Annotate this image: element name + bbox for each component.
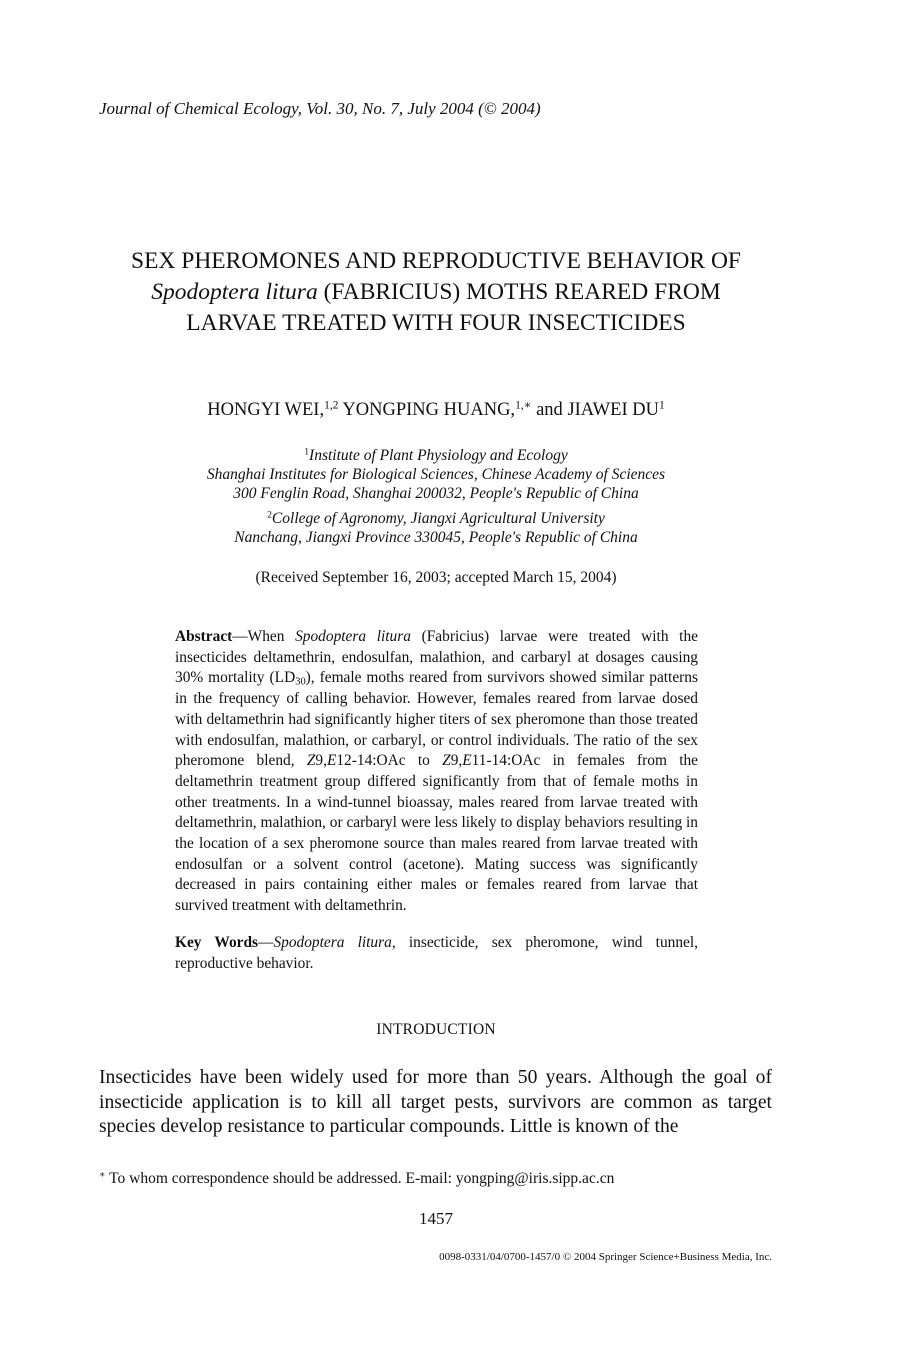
author-2-affil: 1,∗: [515, 399, 532, 412]
abstract-text-2: ), female moths reared from survivors showed similar patterns in the frequency of calling behavior. However, females reared from larvae dosed with deltamethrin had significantly higher titers of sex pheromone than those treated with endosulfan, malathion, or carbaryl, or control individuals. The ratio of the sex pheromone blend,: [175, 669, 698, 770]
title-line-2: [60, 277, 812, 308]
abstract-c1b: 12-14:OAc to: [336, 752, 443, 770]
page-number: 1457: [419, 1209, 453, 1228]
keywords-label: Key Words: [175, 934, 259, 951]
affiliation-2-institute: College of Agronomy, Jiangxi Agricultural University: [271, 510, 605, 527]
keywords: [175, 933, 698, 974]
section-heading-introduction: INTRODUCTION: [376, 1021, 496, 1038]
keywords-species: Spodoptera litura: [273, 934, 392, 951]
affiliation-1: [60, 446, 812, 503]
author-1: HONGYI WEI,: [207, 400, 325, 420]
title-line-2-rest: (FABRICIUS) MOTHS REARED FROM: [317, 279, 721, 305]
abstract-text-1: (Fabricius) larvae were treated with the insecticides deltamethrin, endosulfan, malathion, and carbaryl at dosages causing 30% mortality (LD: [175, 628, 698, 687]
keywords-dash: —: [258, 934, 274, 951]
abstract-z2: Z: [442, 752, 451, 770]
abstract-label: Abstract: [175, 628, 233, 645]
introduction-paragraph: Insecticides have been widely used for more than 50 years. Although the goal of insecticide application is to kill all target pests, survivors are common as target species develop resistance to particular compounds. Little is known of the: [99, 1067, 772, 1138]
abstract: [175, 627, 698, 917]
author-1-affil: 1,2: [324, 399, 339, 412]
affiliation-2: [60, 509, 812, 547]
keywords-rest: , insecticide, sex pheromone, wind tunnel, reproductive behavior.: [175, 934, 698, 972]
abstract-ld-subscript: 30: [295, 677, 306, 689]
affiliation-2-mark: 2: [267, 509, 272, 521]
journal-header: [99, 99, 541, 119]
affiliation-1-line-1: [60, 446, 812, 465]
abstract-e1: E: [326, 752, 337, 770]
affiliation-1-mark: 1: [304, 446, 310, 458]
journal-line: Journal of Chemical Ecology, Vol. 30, No. 7, July 2004 (© 2004): [99, 99, 541, 118]
title-line-1: SEX PHEROMONES AND REPRODUCTIVE BEHAVIOR OF: [131, 248, 741, 274]
author-2: YONGPING HUANG,: [338, 400, 516, 420]
abstract-e2: E: [462, 752, 472, 770]
title-line-3: LARVAE TREATED WITH FOUR INSECTICIDES: [186, 310, 686, 336]
correspondence-footnote: [99, 1170, 614, 1188]
affiliation-1-line-3: 300 Fenglin Road, Shanghai 200032, People's Republic of China: [233, 485, 639, 502]
author-list: [60, 400, 812, 421]
abstract-species: Spodoptera litura: [295, 628, 411, 645]
received-dates: (Received September 16, 2003; accepted March 15, 2004): [255, 569, 617, 586]
affiliation-2-line-2: Nanchang, Jiangxi Province 330045, People's Republic of China: [234, 529, 638, 546]
article-title: [60, 246, 812, 339]
author-3: JIAWEI DU: [567, 400, 659, 420]
title-species: Spodoptera litura: [151, 279, 318, 305]
footnote-mark: ∗: [99, 1169, 106, 1181]
abstract-c1: 9,: [315, 752, 327, 770]
footnote-text: To whom correspondence should be addressed. E-mail: yongping@iris.sipp.ac.cn: [105, 1170, 615, 1187]
affiliation-1-line-2: Shanghai Institutes for Biological Sciences, Chinese Academy of Sciences: [206, 466, 666, 483]
affiliation-1-institute: Institute of Plant Physiology and Ecology: [309, 447, 568, 464]
abstract-dash: —When: [232, 628, 296, 645]
author-connector: and: [531, 400, 568, 420]
abstract-c2: 9,: [450, 752, 463, 770]
author-3-affil: 1: [658, 399, 665, 412]
abstract-z1: Z: [306, 752, 316, 770]
copyright-line: 0098-0331/04/0700-1457/0 © 2004 Springer Science+Business Media, Inc.: [439, 1251, 772, 1263]
affiliation-2-line-1: [60, 509, 812, 528]
abstract-text-3: 11-14:OAc in females from the deltamethrin treatment group differed significantly from that of female moths in other treatments. In a wind-tunnel bioassay, males reared from larvae treated with deltamethrin, malathion, or carbaryl were less likely to display behaviors resulting in the location of a sex pheromone source than males reared from larvae treated with endosulfan or a solvent control (acetone). Mating success was significantly decreased in pairs containing either males or females reared from larvae that survived treatment with deltamethrin.: [175, 752, 698, 915]
